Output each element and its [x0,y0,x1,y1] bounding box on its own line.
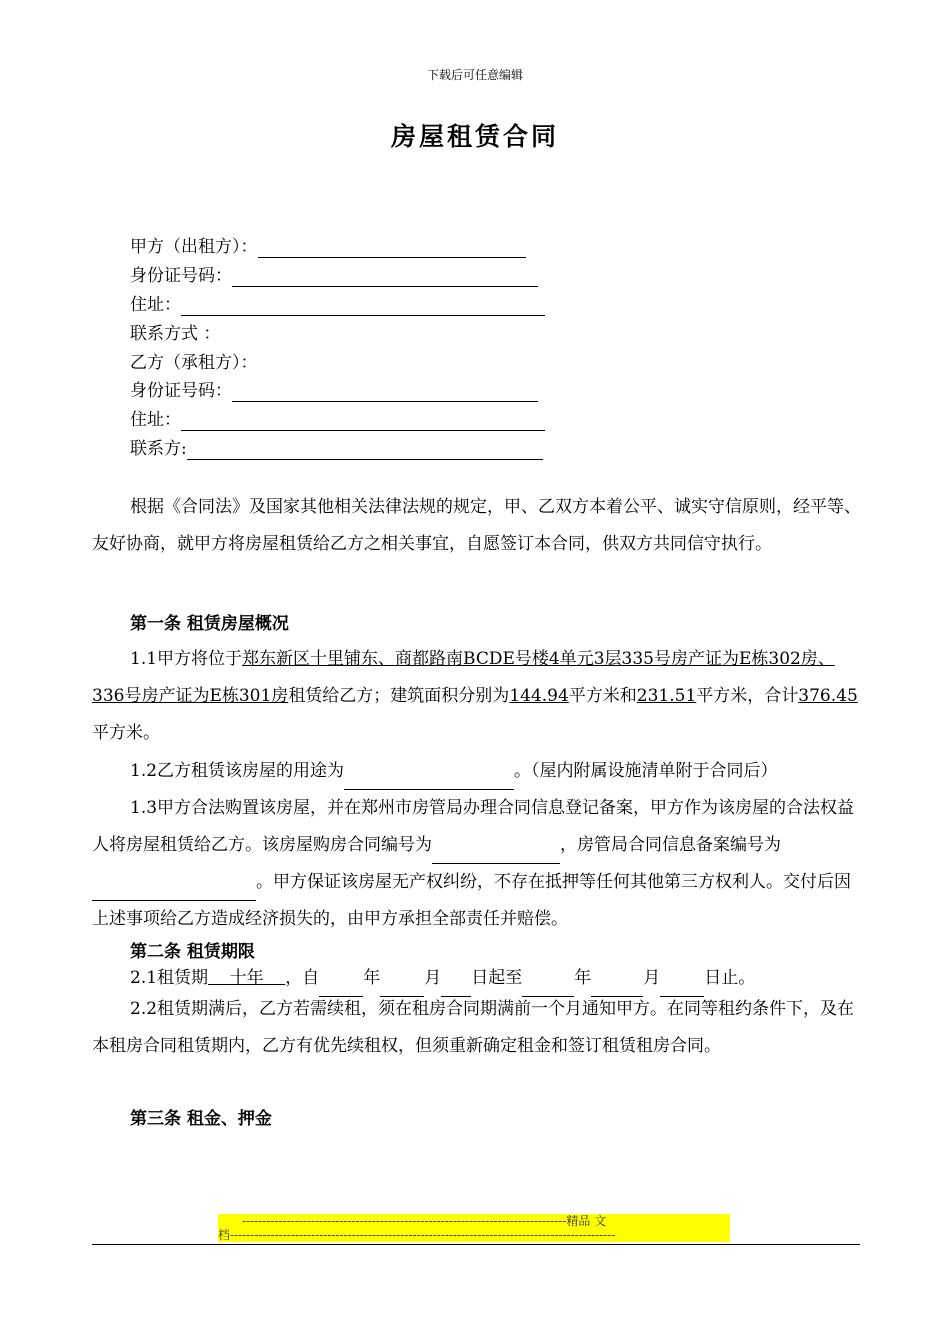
lessor-id-line [130,265,538,287]
clause-1-3-b: ，房管局合同信息备案编号为 [560,835,781,855]
preamble [92,489,862,563]
lessee-contact-label: 联系方: [130,439,187,459]
article-1-heading: 第一条 租赁房屋概况 [130,614,289,634]
clause-2-1-prefix: 2.1租赁期 [130,968,209,988]
article-3-heading: 第三条 租金、押金 [130,1109,272,1129]
usage-blank[interactable] [344,770,514,790]
month-label-2: 月 [643,968,661,988]
year-label-1: 年 [363,968,381,988]
from-label: ，自 [285,968,320,988]
lease-term [208,968,285,988]
lessor-address-label: 住址： [130,295,181,315]
lessee-address-label: 住址： [130,410,181,430]
lessee-contact-line [130,438,543,460]
filing-no-blank[interactable] [92,881,256,901]
lessee-id-label: 身份证号码： [130,381,232,401]
purchase-contract-no-blank[interactable] [432,844,560,864]
clause-1-2-suffix: 。（屋内附属设施清单附于合同后） [514,761,778,781]
footer-rule [92,1244,860,1245]
clause-1-1 [92,641,862,752]
day-to-label: 日止。 [704,968,756,988]
clause-1-1-mid: 租赁给乙方；建筑面积分别为 [288,686,510,706]
lessee-address-blank[interactable] [181,410,545,431]
clause-1-3-c: 。甲方保证该房屋无产权纠纷，不存在抵押等任何其他第三方权利人。交付后因上述事项给乙方造成经济损失的，由甲方承担全部责任并赔偿。 [92,872,851,929]
clause-2-2 [92,991,862,1065]
lessor-address-line [130,294,545,316]
lessee-line [130,352,258,374]
lessor-line [130,236,526,258]
lessor-id-blank[interactable] [232,266,538,287]
area-total: 376.45 [798,686,858,706]
clause-1-1-end: 平方米。 [92,723,160,743]
lessor-label: 甲方（出租方）： [130,237,258,257]
clause-1-3 [92,790,862,938]
lessee-id-blank[interactable] [232,381,538,402]
area-2: 231.51 [636,686,697,706]
area-1: 144.94 [509,686,569,706]
clause-1-2-prefix: 1.2乙方租赁该房屋的用途为 [130,761,345,781]
document-title: 房屋租赁合同 [390,122,559,151]
lessor-contact-line [130,323,220,345]
preamble-text: 根据《合同法》及国家其他相关法律法规的规定，甲、乙双方本着公平、诚实守信原则，经平等、友好协商，就甲方将房屋租赁给乙方之相关事宜，自愿签订本合同，供双方共同信守执行。 [92,497,861,554]
year-label-2: 年 [574,968,592,988]
footer-line-2: 档----------------------------------------------------------------------------------------------- [218,1228,616,1242]
lessee-label: 乙方（承租方）： [130,353,258,373]
property-location: 郑东新区十里铺东、商都路南BCDE号楼4单元3层335号房产证为E栋302房、336号房产证为E栋301房 [92,649,835,706]
lessor-address-blank[interactable] [181,295,545,316]
clause-1-2 [92,753,862,790]
footer-watermark [218,1214,730,1242]
article-2-heading: 第二条 租赁期限 [130,942,255,962]
lessee-id-line [130,380,538,402]
header-note: 下载后可任意编辑 [426,68,523,82]
lessor-contact-label: 联系方式 ： [130,324,221,344]
clause-2-2-text: 2.2租赁期满后，乙方若需续租，须在租房合同期满前一个月通知甲方。在同等租约条件下，及在本租房合同租赁期内，乙方有优先续租权，但须重新确定租金和签订租赁租房合同。 [92,999,855,1056]
clause-1-1-prefix: 1.1甲方将位于 [130,649,243,669]
clause-1-1-mid3: 平方米，合计 [696,686,799,706]
clause-1-1-mid2: 平方米和 [568,686,637,706]
lessee-contact-blank[interactable] [187,439,543,460]
lessor-id-label: 身份证号码： [130,266,232,286]
day-from-label: 日起至 [471,968,523,988]
month-label-1: 月 [424,968,442,988]
lease-term-value: 十年 [229,968,264,988]
footer-line-1: --------------------------------------------------------------------------------精品 文 [242,1214,607,1228]
lessee-address-line [130,409,545,431]
clause-1-3-a: 1.3甲方合法购置该房屋，并在郑州市房管局办理合同信息登记备案，甲方作为该房屋的合法权益人将房屋租赁给乙方。该房屋购房合同编号为 [92,798,855,855]
lessor-blank[interactable] [258,237,526,258]
